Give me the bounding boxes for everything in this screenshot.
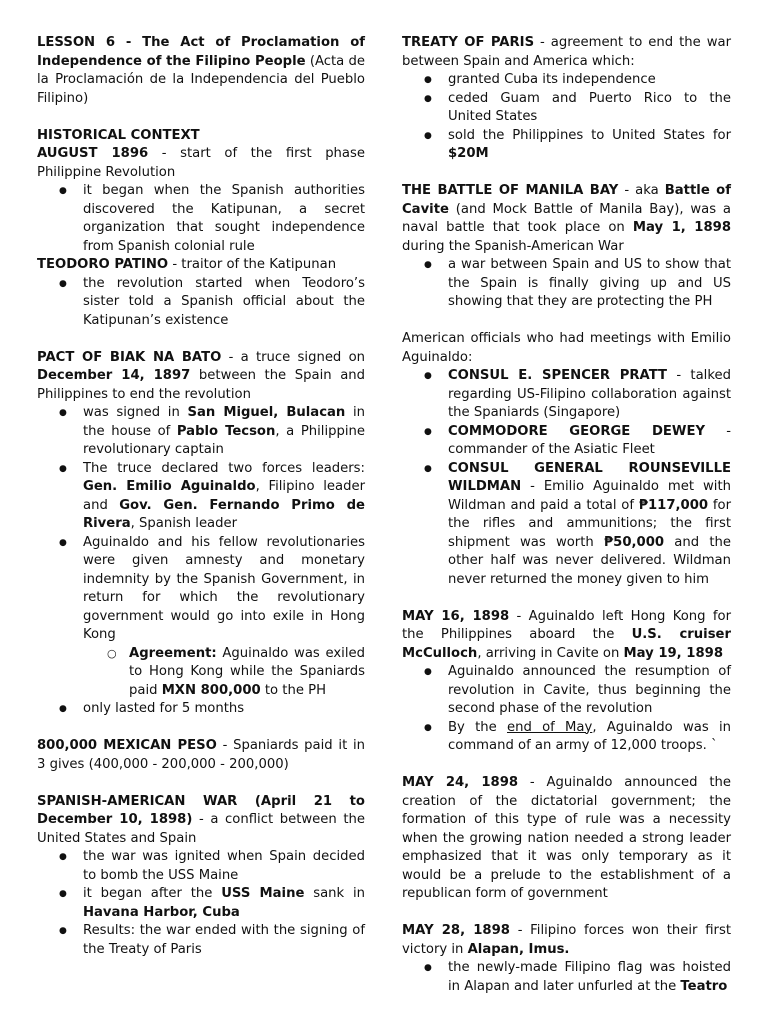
may16-head: MAY 16, 1898 — [402, 608, 510, 624]
lesson-heading — [37, 34, 365, 108]
may28-list — [402, 959, 731, 996]
biak-date: December 14, 1897 — [37, 368, 191, 383]
list-item: ● it began when the Spanish authorities discovered the Katipunan, a secret organization that sought independence from Spanish colonial rule — [37, 182, 365, 256]
list-item: ● a war between Spain and US to show that the Spain is finally giving up and US showing that they are protecting the PH — [402, 256, 731, 312]
left-column — [37, 34, 365, 959]
list-item: ● sold the Philippines to United States for $20M — [402, 127, 731, 164]
right-column — [402, 34, 731, 996]
aug1896-list — [37, 182, 365, 256]
peso-text: - Spaniards paid it in 3 gives (400,000 - 200,000 - 200,000) — [37, 738, 366, 772]
list-item: ● By the end of May, Aguinaldo was in command of an army of 12,000 troops. ` — [402, 719, 731, 756]
manila-list — [402, 256, 731, 312]
paris-entry — [402, 34, 731, 71]
saw-text: - a conflict between the United States and Spain — [37, 812, 365, 846]
may24-entry — [402, 774, 731, 904]
may24-text: - Aguinaldo announced the creation of the dictatorial government; the formation of this type of rule was a necessity when the growing nation needed a strong leader emphasized that it was only temporary as it would be a prelude to the establishment of a republican form of government — [402, 775, 731, 901]
list-item: ● was signed in San Miguel, Bulacan in the house of Pablo Tecson, a Philippine revolutionary captain — [37, 404, 365, 460]
manila-head: THE BATTLE OF MANILA BAY — [402, 183, 619, 198]
sub-list-item: ○ Agreement: Aguinaldo was exiled to Hong Kong while the Spaniards paid MXN 800,000 to the PH — [83, 645, 365, 701]
aug1896-head: AUGUST 1896 — [37, 146, 149, 161]
biak-sublist — [83, 645, 365, 701]
peso-entry — [37, 737, 365, 774]
may28-head: MAY 28, 1898 — [402, 923, 510, 938]
list-item: ● The truce declared two forces leaders: Gen. Emilio Aguinaldo, Filipino leader and Gov. Gen. Fernando Primo de Rivera, Spanish leader — [37, 460, 365, 534]
patino-head: TEODORO PATINO — [37, 257, 169, 272]
lesson-subtitle: (Acta de la Proclamación de la Independencia del Pueblo Filipino) — [37, 53, 365, 106]
saw-head: SPANISH-AMERICAN WAR (April 21 to December 10, 1898) — [37, 793, 365, 827]
officials-list — [402, 367, 731, 589]
may24-head: MAY 24, 1898 — [402, 775, 519, 790]
paris-text: - agreement to end the war between Spain and America which: — [402, 35, 731, 69]
patino-entry — [37, 256, 365, 275]
aug1896-text: - start of the first phase Philippine Revolution — [37, 146, 365, 180]
patino-text: - traitor of the Katipunan — [168, 257, 337, 272]
may16-list — [402, 663, 731, 756]
peso-head: 800,000 MEXICAN PESO — [37, 738, 217, 753]
biak-entry — [37, 349, 365, 405]
biak-list — [37, 404, 365, 719]
list-item: ● Results: the war ended with the signing of the Treaty of Paris — [37, 922, 365, 959]
biak-text-1: - a truce signed on — [221, 349, 366, 365]
aug1896-entry — [37, 145, 365, 182]
list-item: ● the revolution started when Teodoro’s sister told a Spanish official about the Katipunan’s existence — [37, 275, 365, 331]
list-item: ● CONSUL GENERAL ROUNSEVILLE WILDMAN - Emilio Aguinaldo met with Wildman and paid a total of ₱117,000 for the rifles and ammunitions; the first shipment was worth ₱50,000 and the other half was never delivered. Wildman never returned the money given to him — [402, 460, 731, 590]
list-item: ● CONSUL E. SPENCER PRATT - talked regarding US-Filipino collaboration against the Spaniards (Singapore) — [402, 367, 731, 423]
list-item: ● the war was ignited when Spain decided to bomb the USS Maine — [37, 848, 365, 885]
list-item: ● only lasted for 5 months — [37, 700, 365, 719]
saw-list — [37, 848, 365, 959]
may28-entry: MAY 28, 1898 - Filipino forces won their first victory in Alapan, Imus. — [402, 923, 731, 957]
list-item: ● COMMODORE GEORGE DEWEY - commander of the Asiatic Fleet — [402, 423, 731, 460]
saw-entry — [37, 793, 365, 849]
patino-list — [37, 275, 365, 331]
list-item: ● the newly-made Filipino flag was hoisted in Alapan and later unfurled at the Teatro — [402, 959, 731, 996]
biak-text-2: between the Spain and Philippines to end the revolution — [37, 368, 366, 402]
paris-head: TREATY OF PARIS — [402, 35, 535, 50]
paris-list — [402, 71, 731, 164]
historical-context-heading: HISTORICAL CONTEXT — [37, 127, 200, 143]
list-item: ● it began after the USS Maine sank in Havana Harbor, Cuba — [37, 885, 365, 922]
lesson-title: LESSON 6 - The Act of Proclamation of Independence of the Filipino People — [37, 35, 365, 69]
biak-head: PACT OF BIAK NA BATO — [37, 349, 222, 365]
list-item: ● granted Cuba its independence — [402, 71, 731, 90]
list-item: ● Aguinaldo and his fellow revolutionaries were given amnesty and monetary indemnity by the Spanish Government, in return for which the revolutionary government would go into exile in Hong Kong ○ Agreement: Aguinaldo was exiled to Hong Kong while the Spaniards paid MXN 800,000 to the PH — [37, 534, 365, 701]
list-item: ● Aguinaldo announced the resumption of revolution in Cavite, thus beginning the second phase of the revolution — [402, 663, 731, 719]
officials-intro: American officials who had meetings with Emilio Aguinaldo: — [402, 331, 731, 365]
list-item: ● ceded Guam and Puerto Rico to the United States — [402, 90, 731, 127]
may16-entry: MAY 16, 1898 - Aguinaldo left Hong Kong for the Philippines aboard the U.S. cruiser McCulloch, arriving in Cavite on May 19, 1898 — [402, 608, 731, 661]
manila-entry: THE BATTLE OF MANILA BAY - aka Battle of Cavite (and Mock Battle of Manila Bay), was a naval battle that took place on May 1, 1898 during the Spanish-American War — [402, 183, 731, 254]
